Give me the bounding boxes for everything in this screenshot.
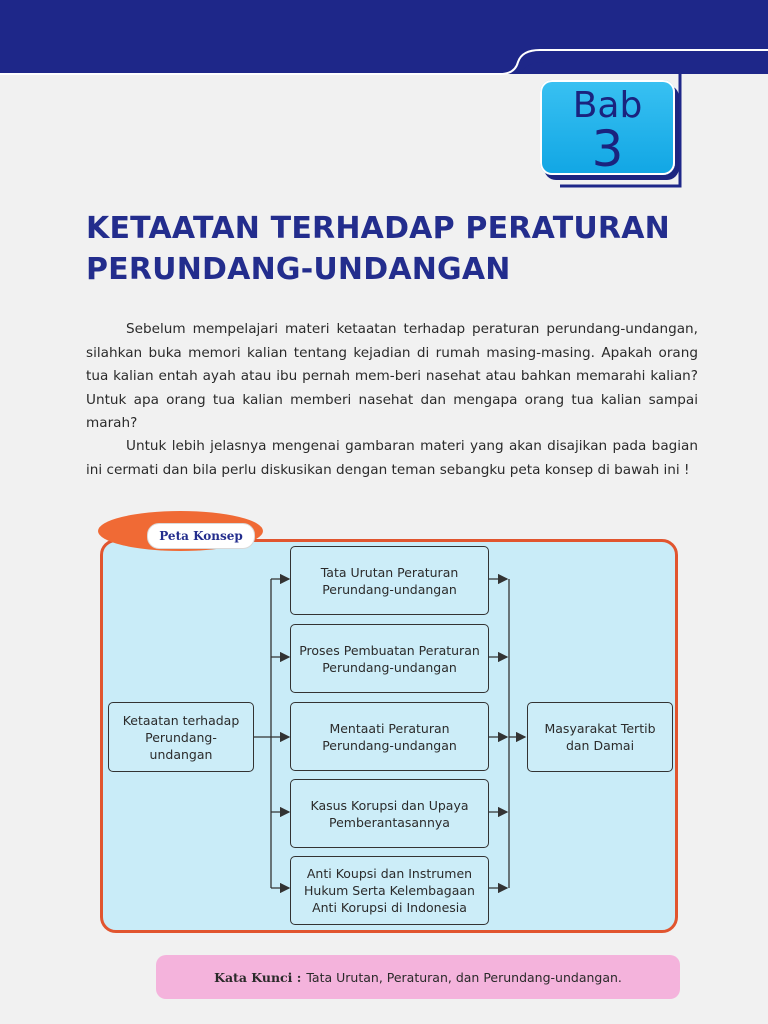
concept-map-tab-label: Peta Konsep xyxy=(147,523,255,549)
chapter-number: 3 xyxy=(591,120,624,178)
concept-node-topic-2: Proses Pembuatan Peraturan Perundang-undangan xyxy=(290,624,489,693)
keywords-text: Tata Urutan, Peraturan, dan Perundang-undangan. xyxy=(306,969,622,985)
instruction-paragraph: Untuk lebih jelasnya mengenai gambaran materi yang akan disajikan pada bagian ini cermati dan bila perlu diskusikan dengan teman sebangku peta konsep di bawah ini ! xyxy=(86,438,698,478)
concept-node-source: Ketaatan terhadap Perundang-undangan xyxy=(108,702,254,772)
concept-node-topic-5: Anti Koupsi dan Instrumen Hukum Serta Kelembagaan Anti Korupsi di Indonesia xyxy=(290,856,489,925)
concept-node-topic-3: Mentaati Peraturan Perundang-undangan xyxy=(290,702,489,771)
concept-node-topic-4: Kasus Korupsi dan Upaya Pemberantasannya xyxy=(290,779,489,848)
concept-node-topic-1: Tata Urutan Peraturan Perundang-undangan xyxy=(290,546,489,615)
intro-paragraph: Sebelum mempelajari materi ketaatan terhadap peraturan perundang-undangan, silahkan buka memori kalian tentang kejadian di rumah masing-masing. Apakah orang tua kalian entah ayah atau ibu pernah mem-beri nasehat atau bahkan memarahi kalian? Untuk apa orang tua kalian memberi nasehat dan mengapa orang tua kalian sampai marah? xyxy=(86,321,698,431)
title-line-1: KETAATAN TERHADAP PERATURAN xyxy=(86,211,670,246)
title-line-2: PERUNDANG-UNDANGAN xyxy=(86,252,511,287)
keywords-label: Kata Kunci : xyxy=(214,969,302,985)
keywords-bar xyxy=(156,955,680,999)
chapter-label: Bab xyxy=(572,85,643,126)
concept-node-result: Masyarakat Tertib dan Damai xyxy=(527,702,673,772)
